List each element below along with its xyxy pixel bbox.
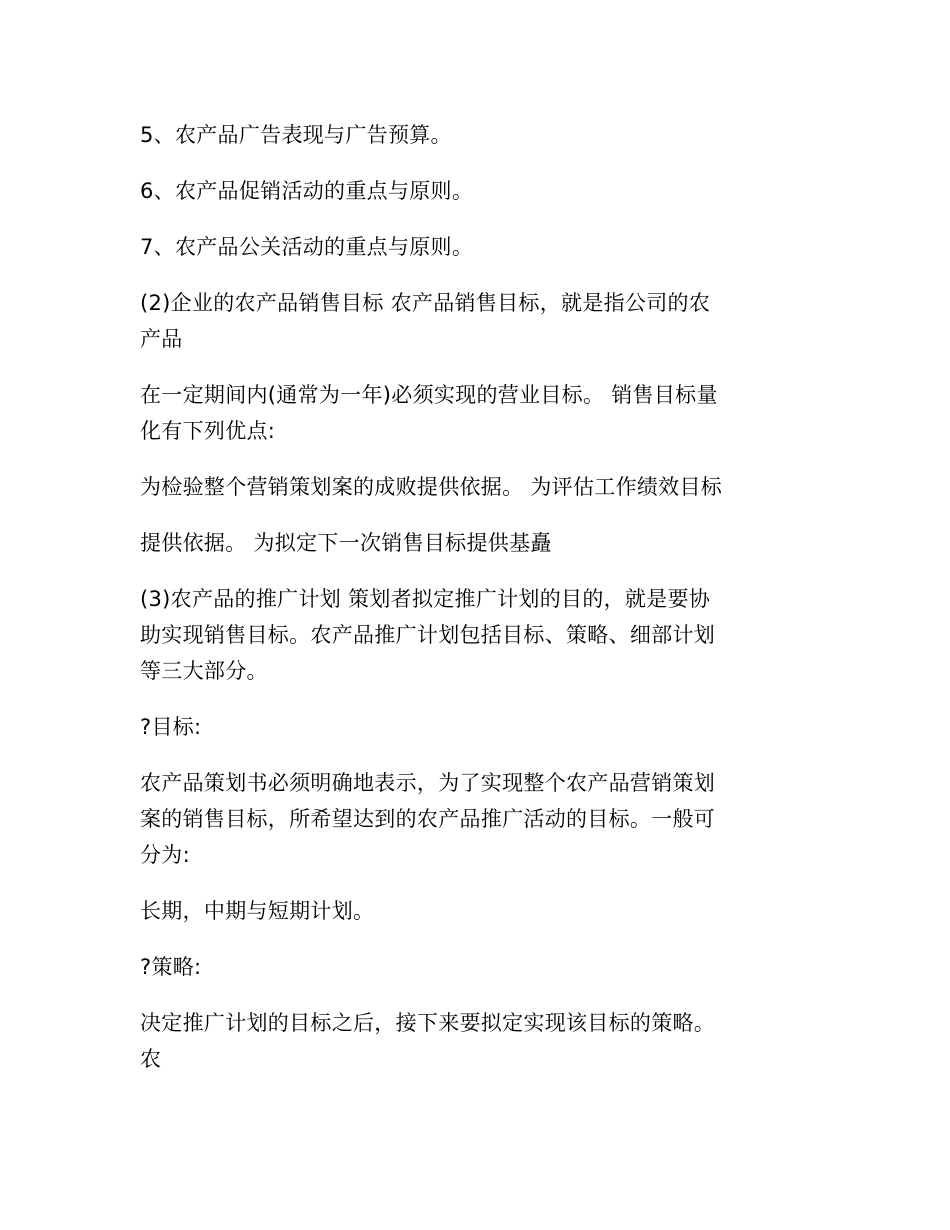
text-line: (2)企业的农产品销售目标 农产品销售目标，就是指公司的农: [140, 291, 711, 315]
paragraph-sales-goal: [140, 285, 810, 357]
paragraph-evaluation-basis: [140, 469, 810, 505]
paragraph-goal-heading: [140, 709, 810, 745]
text-line: 在一定期间内(通常为一年)必须实现的营业目标。 销售目标量: [140, 383, 718, 407]
text-line: 为检验整个营销策划案的成败提供依据。 为评估工作绩效目标: [140, 475, 723, 499]
paragraph-period-goal: [140, 377, 810, 449]
paragraph-pr: [140, 229, 810, 265]
text-line: 产品: [140, 327, 183, 351]
paragraph-promotion-plan: [140, 581, 810, 689]
text-line: 6、农产品促销活动的重点与原则。: [140, 179, 474, 203]
paragraph-next-goal-basis: [140, 525, 810, 561]
text-line: (3)农产品的推广计划 策划者拟定推广计划的目的，就是要协: [140, 587, 711, 611]
paragraph-ad-budget: [140, 117, 810, 153]
text-line: 助实现销售目标。农产品推广计划包括目标、策略、细部计划: [140, 623, 716, 647]
text-line: 提供依据。 为拟定下一次销售目标提供基矗: [140, 531, 552, 555]
text-line: ?策略:: [140, 955, 202, 979]
text-line: 农: [140, 1047, 162, 1071]
paragraph-goal-description: [140, 765, 810, 873]
text-line: 等三大部分。: [140, 659, 268, 683]
text-line: 5、农产品广告表现与广告预算。: [140, 123, 452, 147]
paragraph-strategy-description: [140, 1005, 810, 1077]
text-line: 农产品策划书必须明确地表示，为了实现整个农产品营销策划: [140, 771, 716, 795]
text-line: 分为:: [140, 843, 190, 867]
paragraph-promotion: [140, 173, 810, 209]
text-line: 决定推广计划的目标之后，接下来要拟定实现该目标的策略。: [140, 1011, 716, 1035]
text-line: 7、农产品公关活动的重点与原则。: [140, 235, 474, 259]
paragraph-plan-terms: [140, 893, 810, 929]
text-line: 化有下列优点:: [140, 419, 276, 443]
paragraph-strategy-heading: [140, 949, 810, 985]
text-line: 长期，中期与短期计划。: [140, 899, 375, 923]
text-line: ?目标:: [140, 715, 202, 739]
text-line: 案的销售目标，所希望达到的农产品推广活动的目标。一般可: [140, 807, 716, 831]
document-body: [140, 117, 810, 1077]
